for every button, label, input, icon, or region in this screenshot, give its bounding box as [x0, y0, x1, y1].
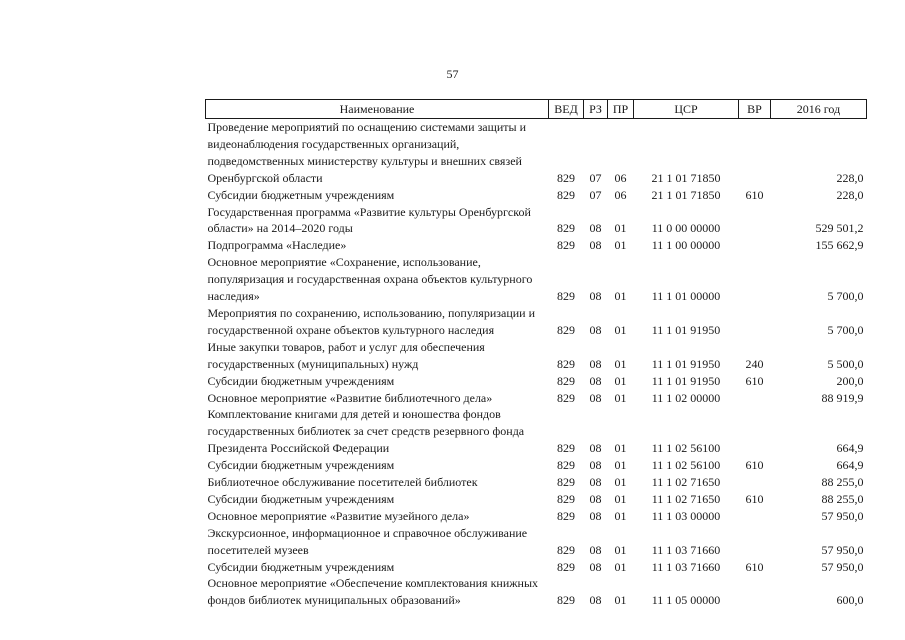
cell-rz: 08 [589, 559, 602, 574]
table-row [206, 339, 867, 373]
cell-vr [739, 305, 771, 339]
cell-ved: 829 [557, 170, 575, 185]
cell-pr: 01 [614, 593, 627, 608]
cell-sum: 200,0 [836, 373, 864, 388]
cell-sum: 57 950,0 [821, 542, 864, 557]
cell-ved: 829 [557, 491, 575, 506]
cell-name: Основное мероприятие «Развитие библиотечного дела» [207, 390, 493, 405]
cell-ved: 829 [557, 390, 575, 405]
cell-vr: 610 [745, 559, 764, 574]
cell-name: Государственная программа «Развитие культуры Оренбургской области» на 2014–2020 годы [207, 204, 531, 236]
cell-pr: 01 [614, 322, 627, 337]
cell-rz: 07 [589, 170, 602, 185]
cell-ved: 829 [557, 593, 575, 608]
cell-vr [739, 254, 771, 305]
cell-name: Экскурсионное, информационное и справочное обслуживание посетителей музеев [207, 525, 528, 557]
cell-csr: 11 1 03 71660 [651, 542, 721, 557]
cell-pr: 01 [614, 289, 627, 304]
table-row [206, 204, 867, 238]
cell-rz: 08 [589, 593, 602, 608]
table-row [206, 237, 867, 254]
table-row [206, 508, 867, 525]
cell-ved: 829 [557, 542, 575, 557]
cell-sum: 664,9 [836, 458, 864, 473]
cell-name: Библиотечное обслуживание посетителей библиотек [207, 475, 478, 490]
cell-name: Субсидии бюджетным учреждениям [207, 458, 395, 473]
cell-vr [739, 474, 771, 491]
cell-csr: 11 1 01 00000 [651, 289, 721, 304]
cell-pr: 01 [614, 238, 627, 253]
cell-vr: 610 [745, 458, 764, 473]
cell-sum: 5 700,0 [827, 289, 864, 304]
cell-csr: 11 1 00 00000 [651, 238, 721, 253]
page-number: 57 [446, 67, 459, 81]
cell-sum: 600,0 [836, 593, 864, 608]
table-body [206, 119, 867, 610]
header-rz: РЗ [584, 100, 608, 119]
cell-vr [739, 508, 771, 525]
header-sum: 2016 год [771, 100, 867, 119]
cell-csr: 11 1 03 00000 [651, 508, 721, 523]
cell-ved: 829 [557, 458, 575, 473]
cell-pr: 01 [614, 475, 627, 490]
cell-name: Субсидии бюджетным учреждениям [207, 187, 395, 202]
cell-sum: 57 950,0 [821, 559, 864, 574]
cell-csr: 11 1 01 91950 [651, 356, 721, 371]
cell-name: Комплектование книгами для детей и юношества фондов государственных библиотек за счет средств резервного фонда Президента Российской Федерации [207, 407, 525, 456]
budget-table [205, 99, 867, 609]
cell-name: Основное мероприятие «Обеспечение комплектования книжных фондов библиотек муниципальных образований» [207, 576, 539, 608]
cell-ved: 829 [557, 289, 575, 304]
cell-vr: 610 [745, 373, 764, 388]
cell-sum: 529 501,2 [815, 221, 864, 236]
cell-ved: 829 [557, 559, 575, 574]
table-row [206, 119, 867, 187]
cell-pr: 06 [614, 170, 627, 185]
cell-name: Основное мероприятие «Сохранение, использование, популяризация и государственная охрана объектов культурного наследия» [207, 255, 533, 304]
cell-rz: 08 [589, 356, 602, 371]
cell-name: Субсидии бюджетным учреждениям [207, 373, 395, 388]
cell-csr: 21 1 01 71850 [651, 187, 721, 202]
cell-pr: 01 [614, 542, 627, 557]
cell-pr: 01 [614, 373, 627, 388]
cell-ved: 829 [557, 373, 575, 388]
header-ved: ВЕД [549, 100, 584, 119]
cell-csr: 11 1 02 71650 [651, 491, 721, 506]
table-row [206, 406, 867, 457]
table-row [206, 491, 867, 508]
cell-rz: 08 [589, 508, 602, 523]
cell-csr: 11 1 02 71650 [651, 475, 721, 490]
cell-csr: 11 1 02 00000 [651, 390, 721, 405]
cell-csr: 21 1 01 71850 [651, 170, 721, 185]
cell-vr [739, 390, 771, 407]
cell-rz: 08 [589, 322, 602, 337]
cell-ved: 829 [557, 441, 575, 456]
header-name: Наименование [206, 100, 549, 119]
table-row [206, 575, 867, 609]
cell-pr: 01 [614, 559, 627, 574]
cell-pr: 01 [614, 441, 627, 456]
cell-pr: 06 [614, 187, 627, 202]
cell-name: Основное мероприятие «Развитие музейного дела» [207, 508, 470, 523]
header-pr: ПР [608, 100, 634, 119]
cell-name: Проведение мероприятий по оснащению системами защиты и видеонаблюдения государственных организаций, подведомственных министерству культуры и внешних связей Оренбургской области [207, 120, 527, 185]
cell-vr: 610 [745, 491, 764, 506]
cell-sum: 88 255,0 [821, 475, 864, 490]
cell-rz: 08 [589, 441, 602, 456]
cell-sum: 88 255,0 [821, 491, 864, 506]
table-row [206, 373, 867, 390]
table-row [206, 254, 867, 305]
cell-ved: 829 [557, 356, 575, 371]
cell-pr: 01 [614, 390, 627, 405]
cell-csr: 11 1 03 71660 [651, 559, 721, 574]
cell-csr: 11 1 05 00000 [651, 593, 721, 608]
cell-ved: 829 [557, 187, 575, 202]
cell-vr [739, 119, 771, 187]
cell-rz: 08 [589, 373, 602, 388]
cell-csr: 11 1 01 91950 [651, 322, 721, 337]
cell-ved: 829 [557, 508, 575, 523]
header-vr: ВР [739, 100, 771, 119]
cell-vr: 610 [745, 187, 764, 202]
cell-ved: 829 [557, 221, 575, 236]
cell-name: Иные закупки товаров, работ и услуг для обеспечения государственных (муниципальных) нужд [207, 339, 485, 371]
cell-name: Мероприятия по сохранению, использованию, популяризации и государственной охране объектов культурного наследия [207, 305, 536, 337]
cell-name: Подпрограмма «Наследие» [207, 238, 347, 253]
cell-rz: 08 [589, 289, 602, 304]
cell-sum: 228,0 [836, 170, 864, 185]
cell-ved: 829 [557, 322, 575, 337]
cell-vr [739, 406, 771, 457]
table-row [206, 390, 867, 407]
cell-vr: 240 [745, 356, 764, 371]
cell-vr [739, 237, 771, 254]
table-row [206, 187, 867, 204]
cell-ved: 829 [557, 238, 575, 253]
cell-rz: 08 [589, 475, 602, 490]
cell-rz: 07 [589, 187, 602, 202]
cell-rz: 08 [589, 458, 602, 473]
cell-rz: 08 [589, 390, 602, 405]
table-row [206, 305, 867, 339]
cell-sum: 228,0 [836, 187, 864, 202]
table-row [206, 559, 867, 576]
cell-ved: 829 [557, 475, 575, 490]
cell-vr [739, 575, 771, 609]
table-header-row [206, 100, 867, 119]
cell-csr: 11 0 00 00000 [651, 221, 721, 236]
table-row [206, 525, 867, 559]
cell-sum: 155 662,9 [815, 238, 864, 253]
cell-sum: 5 500,0 [827, 356, 864, 371]
cell-pr: 01 [614, 508, 627, 523]
cell-pr: 01 [614, 356, 627, 371]
cell-csr: 11 1 02 56100 [651, 458, 721, 473]
cell-sum: 5 700,0 [827, 322, 864, 337]
cell-rz: 08 [589, 221, 602, 236]
cell-sum: 664,9 [836, 441, 864, 456]
cell-csr: 11 1 02 56100 [651, 441, 721, 456]
cell-vr [739, 525, 771, 559]
cell-pr: 01 [614, 221, 627, 236]
cell-sum: 57 950,0 [821, 508, 864, 523]
cell-name: Субсидии бюджетным учреждениям [207, 559, 395, 574]
cell-name: Субсидии бюджетным учреждениям [207, 491, 395, 506]
header-csr: ЦСР [634, 100, 739, 119]
table-row [206, 457, 867, 474]
table-row [206, 474, 867, 491]
cell-csr: 11 1 01 91950 [651, 373, 721, 388]
cell-rz: 08 [589, 238, 602, 253]
cell-pr: 01 [614, 458, 627, 473]
cell-rz: 08 [589, 542, 602, 557]
cell-vr [739, 204, 771, 238]
cell-sum: 88 919,9 [821, 390, 864, 405]
cell-pr: 01 [614, 491, 627, 506]
cell-rz: 08 [589, 491, 602, 506]
